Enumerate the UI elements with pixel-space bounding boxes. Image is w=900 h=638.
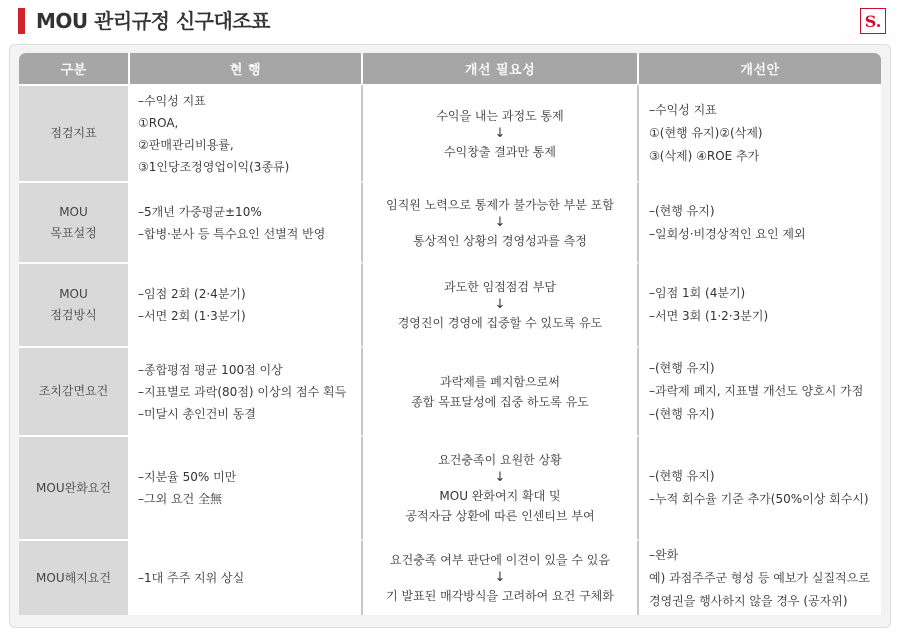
table-row [19,181,881,262]
cell-line: ③(삭제) ④ROE 추가 [649,149,760,163]
current-cell [130,181,363,262]
down-arrow-icon: ↓ [494,470,506,485]
cell-line: –5개년 가중평균±10% [138,204,262,219]
cell-line: –미달시 총인건비 동결 [138,406,256,421]
cell-line: –임점 1회 (4분기) [649,286,746,300]
cell-line: –1대 주주 지위 상실 [138,571,245,585]
header-proposal: 개선안 [639,53,881,84]
cell-line: 수익창출 결과만 통제 [444,144,556,159]
page-title: MOU 관리규정 신구대조표 [36,9,270,33]
down-arrow-icon: ↓ [494,570,506,585]
cell-line: –지표별로 과락(80점) 이상의 점수 획득 [138,384,347,399]
cell-line: –서면 3회 (1·2·3분기) [649,309,769,323]
table-row [19,346,881,435]
proposal-cell [639,181,881,262]
cell-line: 목표설정 [50,225,97,240]
need-cell [363,539,639,615]
cell-line: –일회성·비경상적인 요인 제외 [649,226,806,241]
cell-line: 공적자금 상환에 따른 인센티브 부여 [405,509,595,523]
header-current: 현 행 [130,53,363,84]
category-cell [19,262,130,346]
cell-line: 과도한 임점점검 부담 [444,280,556,294]
cell-line: –서면 2회 (1·3분기) [138,309,246,323]
cell-line: 요건충족이 요원한 상황 [438,453,562,467]
cell-line: 기 발표된 매각방식을 고려하여 요건 구체화 [386,589,614,603]
cell-line: ③1인당조정영업이익(3종류) [138,159,290,174]
category-cell [19,181,130,262]
current-cell [130,539,363,615]
cell-line: –종합평점 평균 100점 이상 [138,362,283,377]
cell-line: 경영진이 경영에 집중할 수 있도록 유도 [397,316,603,330]
category-cell [19,539,130,615]
cell-line: MOU 완화여지 확대 및 [439,489,561,503]
need-cell [363,181,639,262]
cell-line: –수익성 지표 [649,103,717,117]
cell-line: –합병·분사 등 특수요인 선별적 반영 [138,226,326,241]
cell-line: –완화 [649,547,679,562]
title-accent-bar [18,8,25,34]
cell-line: –과락제 폐지, 지표별 개선도 양호시 가점 [649,384,864,398]
header-need: 개선 필요성 [363,53,639,84]
cell-line: 임직원 노력으로 통제가 불가능한 부분 포함 [386,197,614,212]
current-cell [130,435,363,539]
cell-line: MOU해지요건 [36,570,111,585]
cell-line: –(현행 유지) [649,407,715,421]
cell-line: 요건충족 여부 판단에 이견이 있을 수 있음 [390,553,610,567]
cell-line: MOU [59,287,88,301]
table-row [19,539,881,615]
down-arrow-icon: ↓ [494,297,506,312]
need-cell [363,84,639,181]
proposal-cell [639,262,881,346]
cell-line: ②판매관리비용률, [138,137,234,152]
cell-line: –수익성 지표 [138,93,206,108]
header-category: 구분 [19,53,130,84]
need-cell [363,435,639,539]
cell-line: 수익을 내는 과정도 통제 [436,108,564,123]
proposal-cell [639,539,881,615]
cell-line: 과락제를 폐지함으로써 [440,374,560,389]
cell-line: –(현행 유지) [649,203,715,218]
proposal-cell [639,435,881,539]
down-arrow-icon: ↓ [494,125,506,141]
cell-line: –지분율 50% 미만 [138,470,237,484]
category-cell [19,84,130,181]
cell-line: 점검지표 [50,126,97,140]
proposal-cell [639,346,881,435]
cell-line: 점검방식 [50,308,97,322]
cell-line: 종합 목표달성에 집중 하도록 유도 [411,394,589,409]
need-cell [363,346,639,435]
category-cell [19,435,130,539]
down-arrow-icon: ↓ [494,214,506,230]
cell-line: 조치감면요건 [38,384,109,398]
table-header-row [19,53,881,84]
cell-line: ①ROA, [138,115,179,130]
current-cell [130,346,363,435]
table-row [19,84,881,181]
proposal-cell [639,84,881,181]
need-cell [363,262,639,346]
cell-line: –임점 2회 (2·4분기) [138,287,246,301]
cell-line: 경영권을 행사하지 않을 경우 (공자위) [649,593,848,608]
cell-line: –(현행 유지) [649,469,715,483]
category-cell [19,346,130,435]
cell-line: 통상적인 상황의 경영성과를 측정 [413,233,587,248]
current-cell [130,262,363,346]
cell-line: MOU완화요건 [36,480,111,495]
cell-line: –누적 회수율 기준 추가(50%이상 회수시) [649,492,869,506]
cell-line: –그외 요건 全無 [138,492,222,506]
table-row [19,435,881,539]
table-row [19,262,881,346]
cell-line: ①(현행 유지)②(삭제) [649,126,763,140]
cell-line: –(현행 유지) [649,361,715,375]
current-cell [130,84,363,181]
cell-line: 예) 과점주주군 형성 등 예보가 실질적으로 [649,570,870,585]
comparison-table [19,53,881,615]
cell-line: MOU [59,204,88,219]
logo: S. [860,8,886,34]
